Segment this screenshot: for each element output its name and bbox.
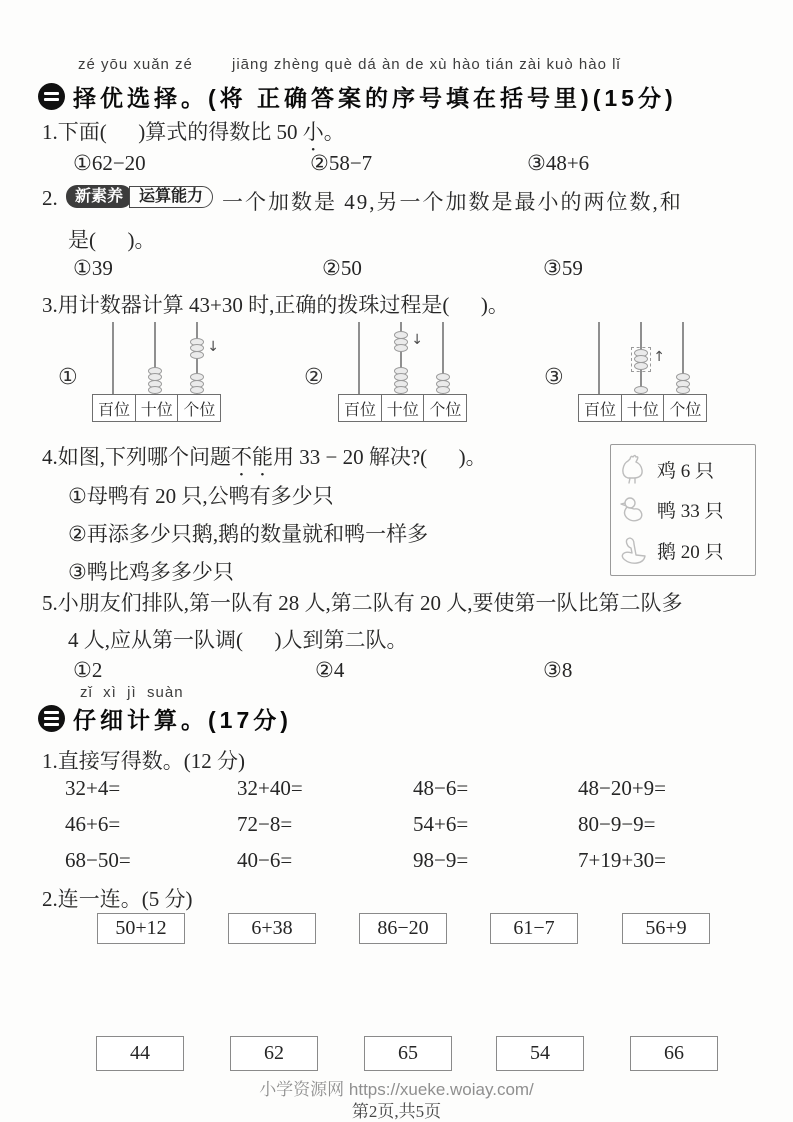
abacus-counter-3 <box>544 322 720 424</box>
counter-label: ① <box>58 364 78 389</box>
duck-row <box>617 494 749 526</box>
q2-text-line2: 是( )。 <box>68 228 156 252</box>
calc-problem: 48−20+9= <box>578 776 667 800</box>
duck-icon <box>617 494 649 526</box>
calc-subsection-label: 1.直接写得数。(12 分) <box>42 749 245 773</box>
match-expression-box: 61−7 <box>490 913 578 944</box>
q5-text-line2: 4 人,应从第一队调( )人到第二队。 <box>68 628 408 652</box>
match-expression-box: 86−20 <box>359 913 447 944</box>
calc-problem: 68−50= <box>65 848 131 872</box>
q1-post: 。 <box>323 120 345 144</box>
q2-option-2: ②50 <box>322 256 362 280</box>
q5-option-1: ①2 <box>73 658 103 682</box>
q4-emphasized: 不能 <box>231 445 273 469</box>
chicken-count: 鸡 6 只 <box>657 460 715 482</box>
q4-post: 用 33 − 20 解决?( )。 <box>273 445 487 469</box>
section-three-icon <box>38 705 65 732</box>
chicken-row <box>617 453 749 485</box>
arrow-down-icon: ↓ <box>411 332 423 348</box>
match-answer-box: 62 <box>230 1036 318 1071</box>
place-value-label: 百位 <box>92 394 136 422</box>
calculation-grid <box>65 776 738 884</box>
q4-option-3: ③鸭比鸡多多少只 <box>68 560 234 584</box>
match-expression-box: 56+9 <box>622 913 710 944</box>
calc-problem: 72−8= <box>237 812 293 836</box>
pinyin-section3: zǐ xì jì suàn <box>80 684 184 701</box>
q1-option-1: ①62−20 <box>73 151 146 175</box>
section-two-icon <box>38 83 65 110</box>
match-expression-box: 6+38 <box>228 913 316 944</box>
place-value-label: 十位 <box>621 394 665 422</box>
page-number: 第2页,共5页 <box>351 1102 442 1121</box>
question-1-text <box>42 116 345 156</box>
q5-option-2: ②4 <box>315 658 345 682</box>
match-answer-box: 65 <box>364 1036 452 1071</box>
animal-count-box <box>610 444 756 576</box>
calc-problem: 54+6= <box>413 812 469 836</box>
q2-option-1: ①39 <box>73 256 113 280</box>
calc-problem: 40−6= <box>237 848 293 872</box>
goose-count: 鹅 20 只 <box>657 542 724 564</box>
place-value-label: 个位 <box>177 394 221 422</box>
counter-label: ② <box>304 364 324 389</box>
calc-problem: 46+6= <box>65 812 121 836</box>
q5-option-3: ③8 <box>543 658 573 682</box>
calc-problem: 80−9−9= <box>578 812 656 836</box>
badge-computation-skill: 运算能力 <box>129 186 213 208</box>
question-3-text: 3.用计数器计算 43+30 时,正确的拨珠过程是( )。 <box>42 293 509 317</box>
duck-count: 鸭 33 只 <box>657 501 724 523</box>
q1-pre: 1.下面( )算式的得数比 50 <box>42 120 303 144</box>
q2-number: 2. <box>42 186 58 210</box>
goose-icon <box>617 535 649 567</box>
badge-new-literacy: 新素养 <box>66 185 132 208</box>
place-value-label: 百位 <box>578 394 622 422</box>
match-subsection-label: 2.连一连。(5 分) <box>42 887 193 911</box>
counter-label: ③ <box>544 364 564 389</box>
calc-problem: 7+19+30= <box>578 848 667 872</box>
q1-emphasized: 小 <box>302 120 324 144</box>
calc-problem: 32+40= <box>237 776 303 800</box>
q4-option-1: ①母鸭有 20 只,公鸭有多少只 <box>68 484 334 508</box>
abacus <box>578 322 707 422</box>
q1-option-2: ②58−7 <box>310 151 373 175</box>
abacus <box>92 322 221 422</box>
place-value-label: 十位 <box>381 394 425 422</box>
arrow-up-icon: ↑ <box>653 348 665 365</box>
abacus-counter-2 <box>304 322 480 424</box>
match-answer-box: 44 <box>96 1036 184 1071</box>
q2-text-line1: 一个加数是 49,另一个加数是最小的两位数,和 <box>222 190 683 214</box>
calc-problem: 48−6= <box>413 776 469 800</box>
goose-row <box>617 535 749 567</box>
section2-heading <box>38 80 677 113</box>
section2-title: 择优选择。(将 正确答案的序号填在括号里)(15分) <box>73 85 677 111</box>
q2-option-3: ③59 <box>543 256 583 280</box>
q2-badges <box>66 185 213 208</box>
site-watermark: 小学资源网 https://xueke.woiay.com/ <box>259 1080 534 1099</box>
abacus <box>338 322 467 422</box>
place-value-label: 个位 <box>423 394 467 422</box>
q1-option-3: ③48+6 <box>527 151 590 175</box>
pinyin-section2-a: zé yōu xuǎn zé <box>78 56 193 73</box>
match-answer-box: 54 <box>496 1036 584 1071</box>
place-value-label: 十位 <box>135 394 179 422</box>
calc-problem: 98−9= <box>413 848 469 872</box>
place-value-label: 个位 <box>663 394 707 422</box>
abacus-counter-1 <box>58 322 234 424</box>
calc-problem: 32+4= <box>65 776 121 800</box>
place-value-label: 百位 <box>338 394 382 422</box>
q5-text-line1: 5.小朋友们排队,第一队有 28 人,第二队有 20 人,要使第一队比第二队多 <box>42 591 683 615</box>
match-answer-box: 66 <box>630 1036 718 1071</box>
section3-title: 仔细计算。(17分) <box>73 707 292 733</box>
question-4-text <box>42 441 487 481</box>
chicken-icon <box>617 453 649 485</box>
match-expression-box: 50+12 <box>97 913 185 944</box>
q4-pre: 4.如图,下列哪个问题 <box>42 445 231 469</box>
section3-heading <box>38 702 292 735</box>
q4-option-2: ②再添多少只鹅,鹅的数量就和鸭一样多 <box>68 522 429 546</box>
arrow-down-icon: ↓ <box>207 338 219 355</box>
pinyin-section2-b: jiāng zhèng què dá àn de xù hào tián zài kuò hào lǐ <box>232 56 621 73</box>
